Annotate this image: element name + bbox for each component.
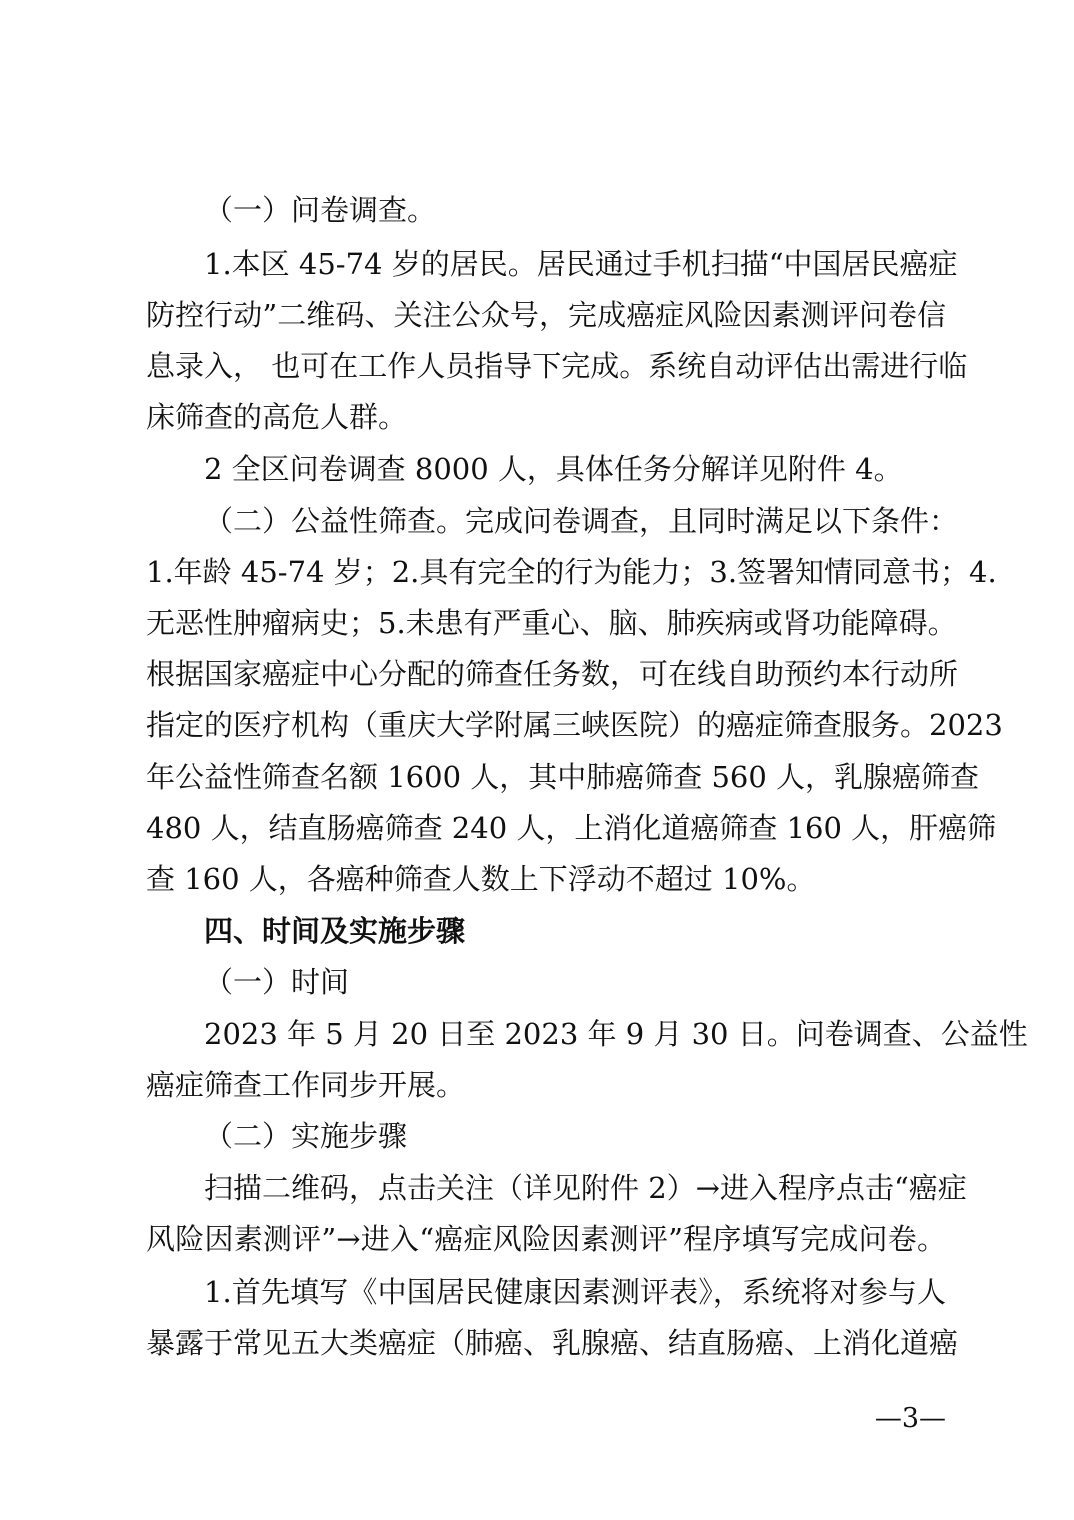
subheading-public-screening: （二）公益性筛查。完成问卷调查，且同时满足以下条件： [204,504,959,538]
paragraph-line: 息录入， 也可在工作人员指导下完成。系统自动评估出需进行临 [146,349,968,383]
paragraph-line: 无恶性肿瘤病史；5.未患有严重心、脑、肺疾病或肾功能障碍。 [146,606,957,640]
paragraph-line: 扫描二维码，点击关注（详见附件 2）→进入程序点击“癌症 [204,1171,967,1205]
paragraph-line: 年公益性筛查名额 1600 人，其中肺癌筛查 560 人，乳腺癌筛查 [146,760,980,794]
paragraph-line: 2 全区问卷调查 8000 人，具体任务分解详见附件 4。 [204,452,903,486]
paragraph-line: 风险因素测评”→进入“癌症风险因素测评”程序填写完成问卷。 [146,1222,946,1256]
paragraph-line: 2023 年 5 月 20 日至 2023 年 9 月 30 日。问卷调查、公益性 [204,1017,1028,1051]
paragraph-line: 1.首先填写《中国居民健康因素测评表》，系统将对参与人 [204,1275,946,1309]
paragraph-line: 暴露于常见五大类癌症（肺癌、乳腺癌、结直肠癌、上消化道癌 [146,1326,959,1360]
subheading-time: （一）时间 [204,965,350,999]
subheading-questionnaire: （一）问卷调查。 [204,193,437,227]
page-number: —3— [874,1403,946,1434]
paragraph-line: 480 人，结直肠癌筛查 240 人，上消化道癌筛查 160 人，肝癌筛 [146,811,997,845]
paragraph-line: 指定的医疗机构（重庆大学附属三峡医院）的癌症筛查服务。2023 [146,708,1003,742]
section-heading-time-steps: 四、时间及实施步骤 [204,914,466,948]
paragraph-line: 床筛查的高危人群。 [146,400,408,434]
paragraph-line: 1.年龄 45-74 岁；2.具有完全的行为能力；3.签署知情同意书；4. [146,555,997,589]
paragraph-line: 癌症筛查工作同步开展。 [146,1068,466,1102]
paragraph-line: 查 160 人，各癌种筛查人数上下浮动不超过 10%。 [146,862,816,896]
subheading-steps: （二）实施步骤 [204,1119,408,1153]
paragraph-line: 防控行动”二维码、关注公众号，完成癌症风险因素测评问卷信 [146,298,946,332]
paragraph-line: 1.本区 45-74 岁的居民。居民通过手机扫描“中国居民癌症 [204,247,958,281]
paragraph-line: 根据国家癌症中心分配的筛查任务数，可在线自助预约本行动所 [146,657,959,691]
